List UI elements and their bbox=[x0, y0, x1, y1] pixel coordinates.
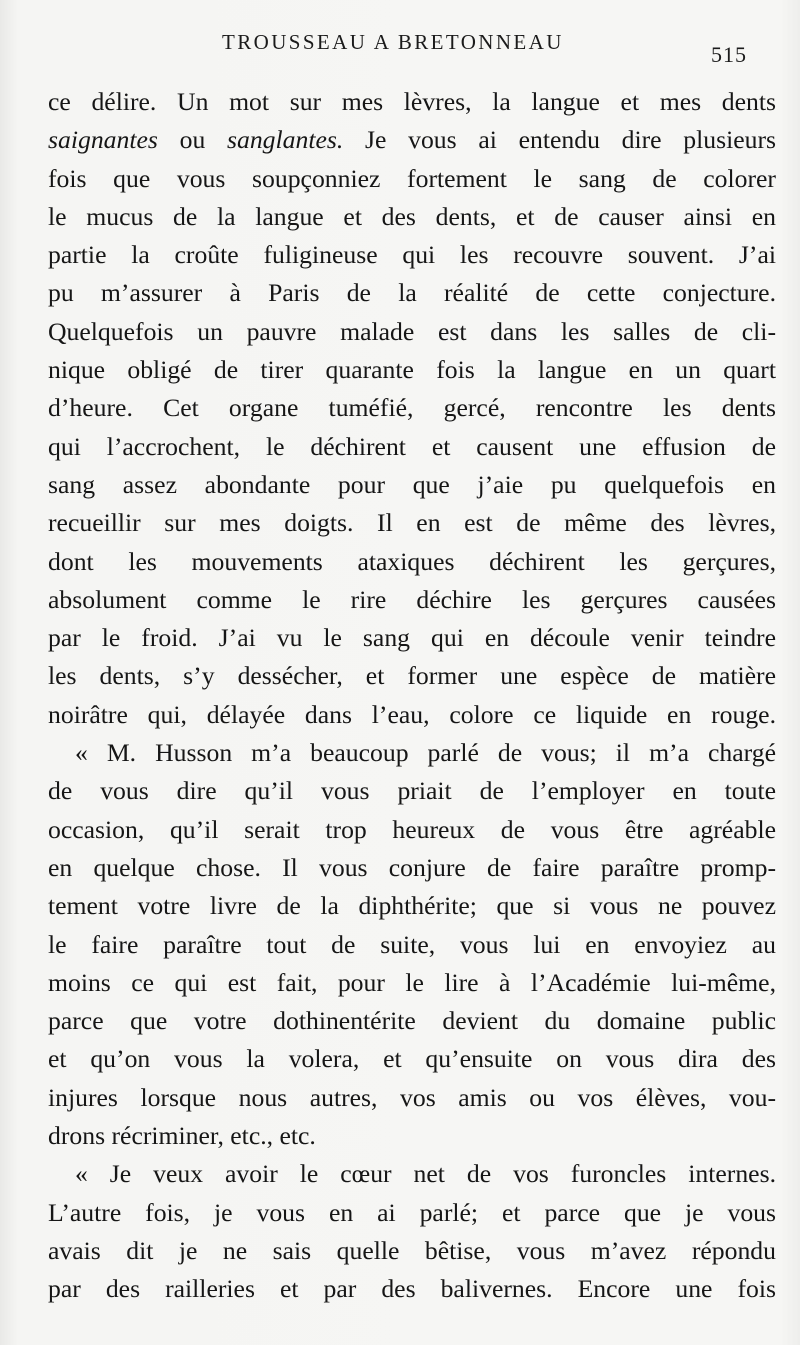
text-line-26: et qu’on vous la volera, et qu’ensuite on vous dira des bbox=[48, 1044, 776, 1074]
text-line-31: avais dit je ne sais quelle bêtise, vous m’avez répondu bbox=[48, 1235, 776, 1265]
text-line-8: nique obligé de tirer quarante fois la langue en un quart bbox=[48, 355, 776, 385]
text-line-3: fois que vous soupçonniez fortement le sang de colorer bbox=[48, 163, 776, 193]
text-line-32: par des railleries et par des balivernes. Encore une fois bbox=[48, 1274, 776, 1304]
italic-word-sanglantes: sanglantes. bbox=[227, 125, 344, 155]
text-fragment: Je vous ai entendu dire plusieurs bbox=[343, 125, 777, 155]
text-line-9: d’heure. Cet organe tuméfié, gercé, rencontre les dents bbox=[48, 393, 776, 423]
text-line-10: qui l’accrochent, le déchirent et causent une effusion de bbox=[48, 431, 776, 461]
text-line-30: L’autre fois, je vous en ai parlé; et parce que je vous bbox=[48, 1197, 776, 1227]
text-line-12: recueillir sur mes doigts. Il en est de même des lèvres, bbox=[48, 508, 776, 538]
text-line-21: en quelque chose. Il vous conjure de faire paraître promp- bbox=[48, 852, 776, 882]
body-text bbox=[48, 83, 776, 1309]
text-line-1: ce délire. Un mot sur mes lèvres, la langue et mes dents bbox=[48, 87, 776, 116]
text-line-6: pu m’assurer à Paris de la réalité de cette conjecture. bbox=[48, 278, 776, 308]
italic-word-saignantes: saignantes bbox=[48, 125, 158, 155]
text-line-23: le faire paraître tout de suite, vous lui en envoyiez au bbox=[48, 929, 776, 959]
page-number: 515 bbox=[711, 42, 747, 67]
text-line-29: « Je veux avoir le cœur net de vos furoncles internes. bbox=[75, 1159, 776, 1189]
text-line-28: drons récriminer, etc., etc. bbox=[48, 1121, 316, 1151]
text-line-5: partie la croûte fuligineuse qui les recouvre souvent. J’ai bbox=[48, 240, 776, 270]
running-head bbox=[0, 30, 800, 67]
text-line-20: occasion, qu’il serait trop heureux de vous être agréable bbox=[48, 814, 776, 844]
text-line-14: absolument comme le rire déchire les gerçures causées bbox=[48, 584, 776, 614]
text-line-22: tement votre livre de la diphthérite; que si vous ne pouvez bbox=[48, 891, 776, 921]
text-line-18: « M. Husson m’a beaucoup parlé de vous; il m’a chargé bbox=[75, 738, 776, 768]
text-line-24: moins ce qui est fait, pour le lire à l’Académie lui-même, bbox=[48, 967, 776, 997]
text-line-11: sang assez abondante pour que j’aie pu quelquefois en bbox=[48, 469, 776, 499]
running-title: TROUSSEAU A BRETONNEAU bbox=[222, 30, 564, 54]
text-fragment: ou bbox=[157, 125, 227, 155]
text-line-15: par le froid. J’ai vu le sang qui en découle venir teindre bbox=[48, 623, 776, 653]
text-line-16: les dents, s’y dessécher, et former une espèce de matière bbox=[48, 661, 776, 691]
text-line-7: Quelquefois un pauvre malade est dans les salles de cli- bbox=[48, 316, 776, 346]
text-line-13: dont les mouvements ataxiques déchirent les gerçures, bbox=[48, 546, 776, 576]
text-line-2 bbox=[48, 121, 776, 159]
text-line-27: injures lorsque nous autres, vos amis ou vos élèves, vou- bbox=[48, 1082, 776, 1112]
text-line-4: le mucus de la langue et des dents, et de causer ainsi en bbox=[48, 201, 776, 231]
text-line-19: de vous dire qu’il vous priait de l’employer en toute bbox=[48, 776, 776, 806]
text-line-17: noirâtre qui, délayée dans l’eau, colore ce liquide en rouge. bbox=[48, 699, 776, 729]
text-line-25: parce que votre dothinentérite devient du domaine public bbox=[48, 1006, 776, 1036]
